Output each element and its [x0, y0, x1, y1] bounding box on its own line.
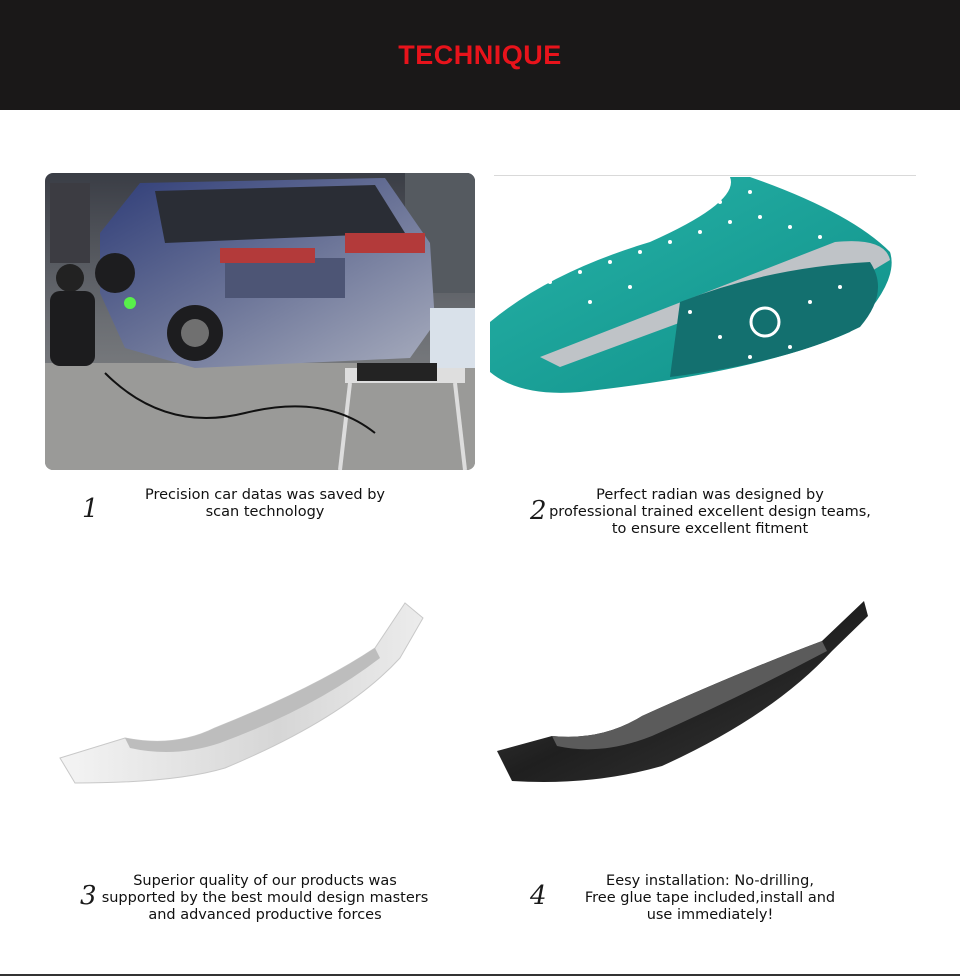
step-number-3: 3 — [80, 881, 97, 911]
step-4-line-1: Eesy installation: No-drilling, — [606, 873, 814, 889]
page-title: TECHNIQUE — [398, 40, 562, 70]
step-description-2 — [545, 487, 875, 538]
step-description-4 — [570, 873, 850, 924]
step-1-line-1: Precision car datas was saved by — [144, 487, 385, 503]
cad-trunk-model — [490, 172, 916, 402]
step-number-1: 1 — [82, 494, 99, 524]
step-3-line-1: Superior quality of our products was — [133, 873, 397, 889]
step-3-line-3: and advanced productive forces — [148, 907, 382, 923]
step-2-line-1: Perfect radian was designed by — [596, 487, 824, 503]
step-4-line-3: use immediately! — [646, 907, 774, 923]
step-4-line-2: Free glue tape included,install and — [584, 890, 836, 906]
step-2-line-2: professional trained excellent design teams, — [549, 504, 871, 520]
step-number-4: 4 — [530, 881, 547, 911]
step-description-3 — [95, 873, 435, 924]
step-3-line-2: supported by the best mould design masters — [101, 890, 429, 906]
step-description-1 — [120, 487, 410, 521]
carbon-fiber-spoiler — [492, 596, 872, 788]
header-banner — [0, 0, 960, 110]
car-scanning-photo — [45, 173, 475, 470]
white-spoiler-mould — [55, 598, 425, 788]
step-2-line-3: to ensure excellent fitment — [611, 521, 809, 537]
step-number-2: 2 — [530, 496, 547, 526]
step-1-line-2: scan technology — [205, 504, 325, 520]
